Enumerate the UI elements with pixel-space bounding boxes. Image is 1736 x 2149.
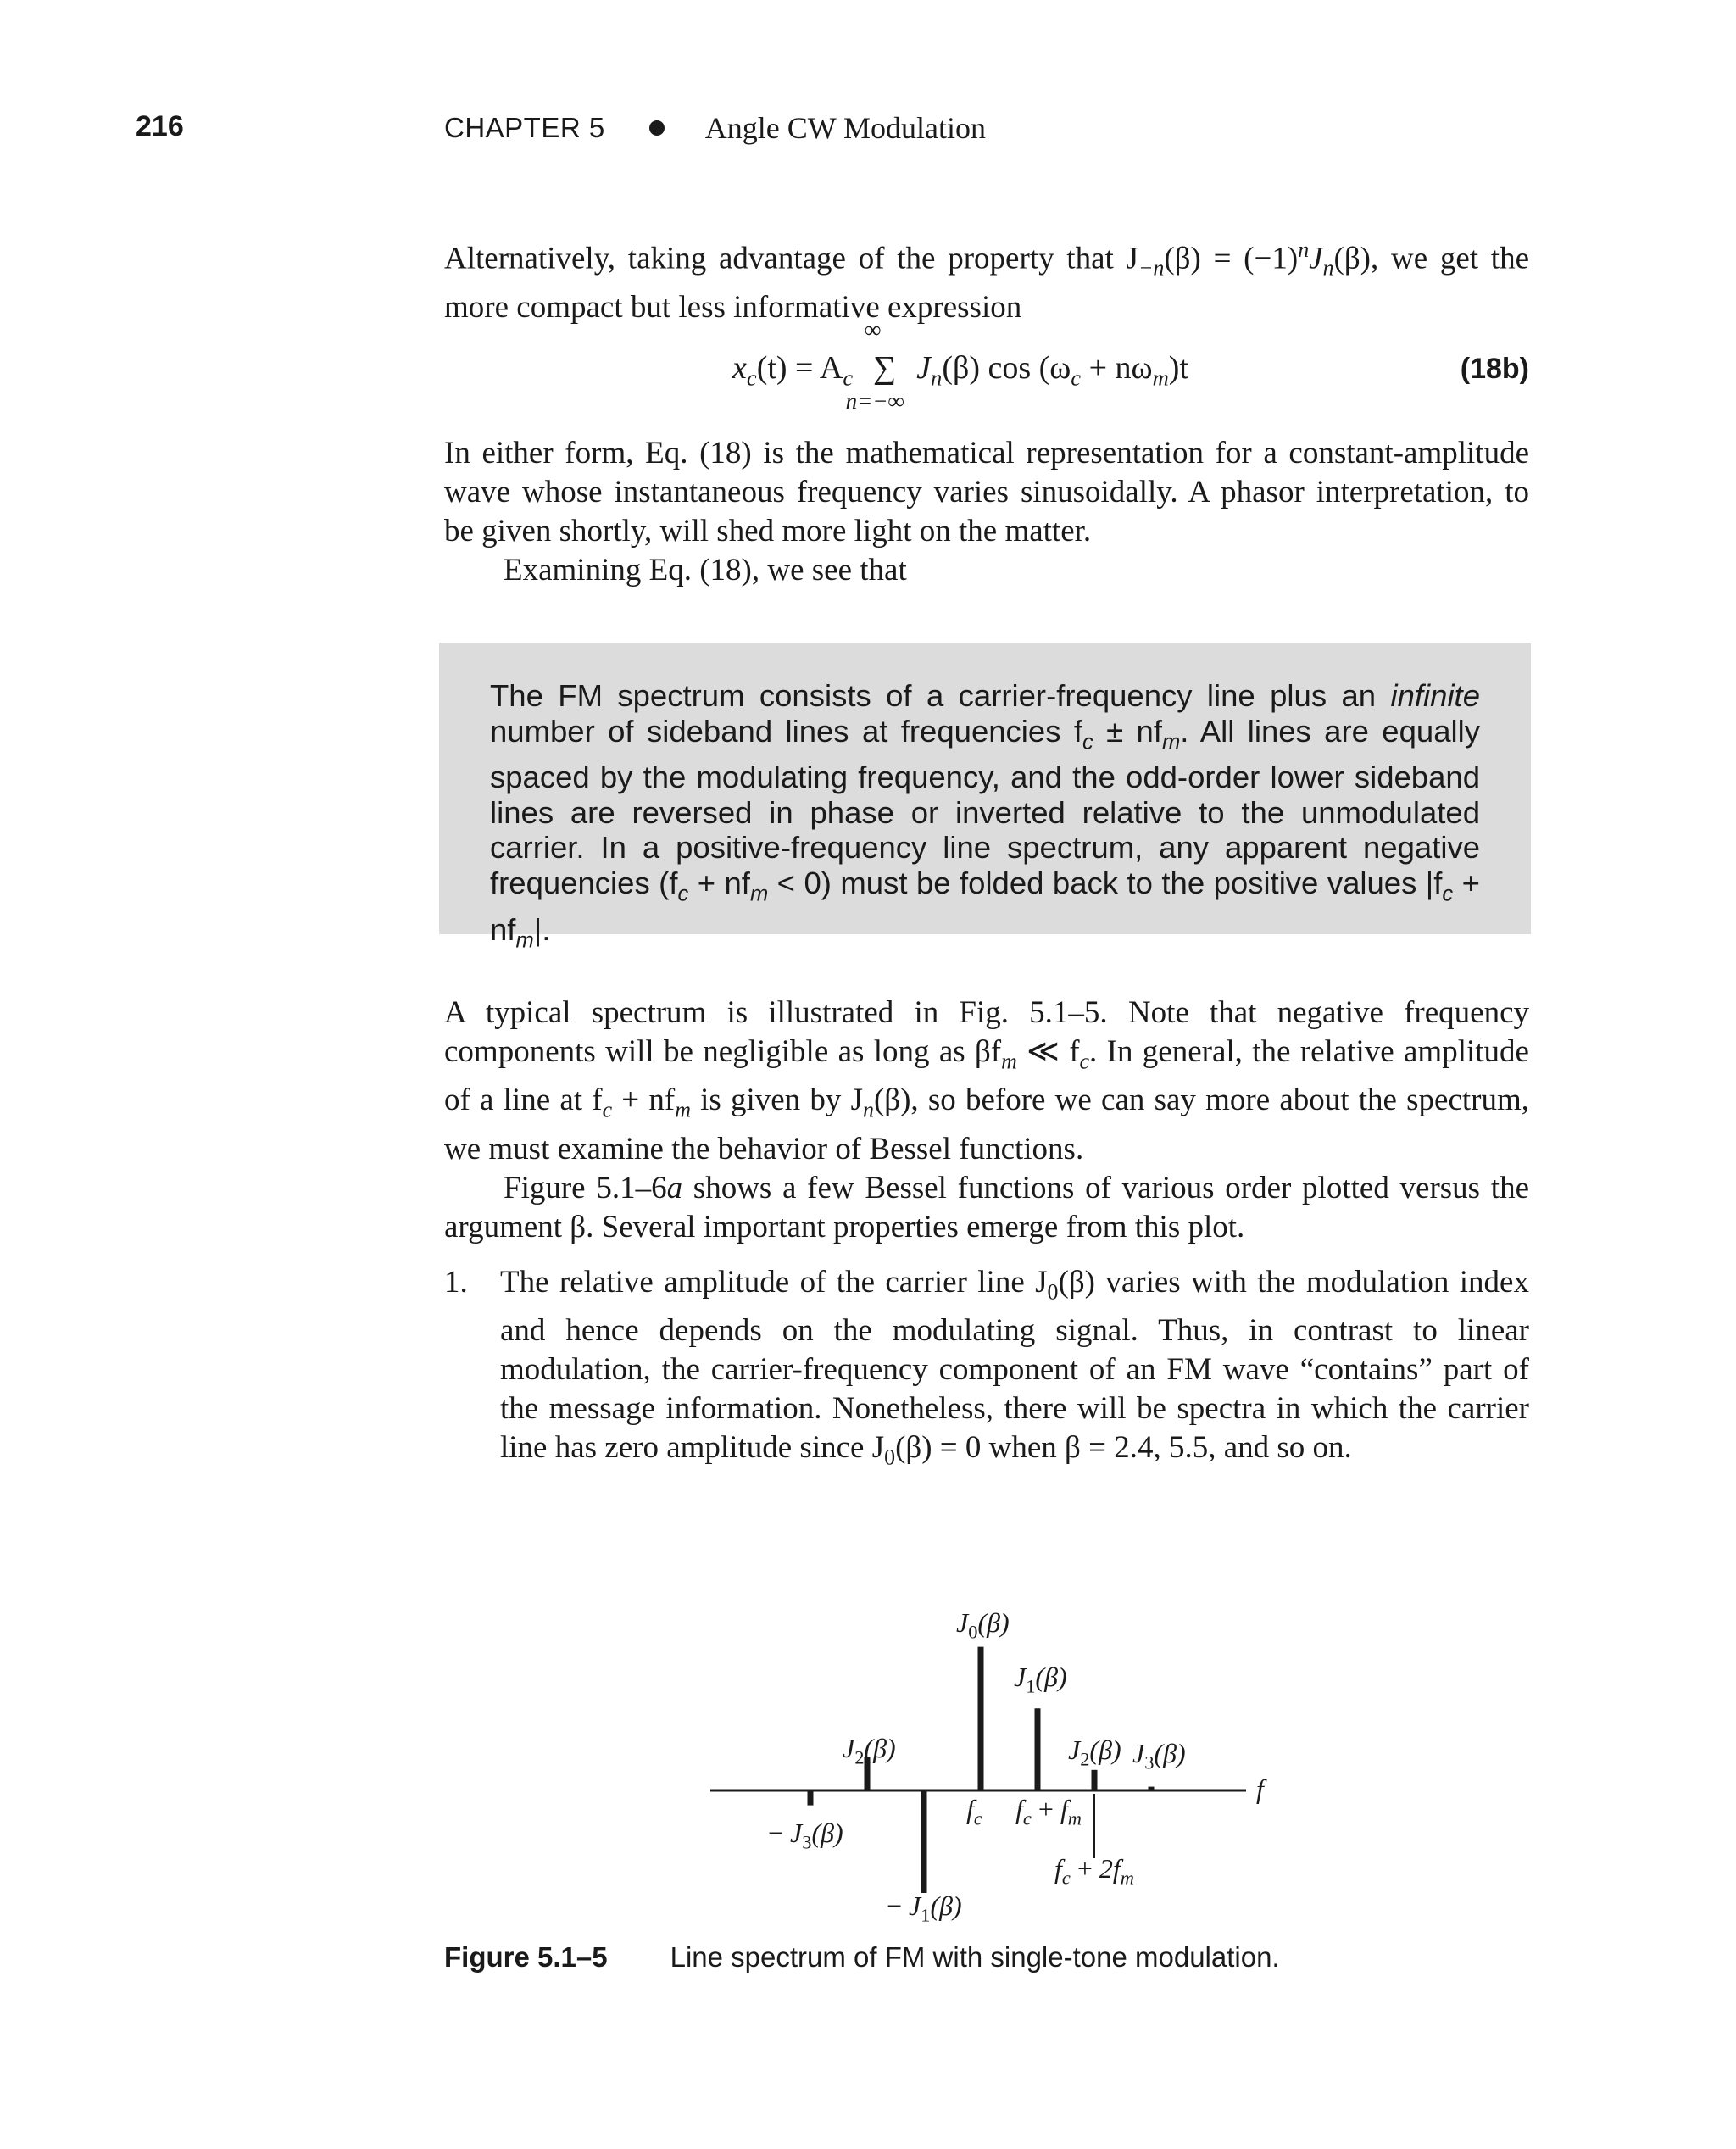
label-fc-fm: $f_c + f_m$ (1015, 1794, 1082, 1829)
axis-label-f: f (1256, 1773, 1264, 1804)
label-j3-upper: $J_3(\beta)$ (1132, 1738, 1186, 1773)
chapter-label: CHAPTER 5 (444, 112, 605, 143)
paragraph-figure-ref: Figure 5.1–6a shows a few Bessel functions of various order plotted versus the argument β. Several important properties emerge from this plot. (444, 1170, 1529, 1244)
equation-number: (18b) (1460, 353, 1529, 385)
list-item: 1. The relative amplitude of the carrier line $J_0(\beta)$ varies with the modulation index and hence depends on the modulating signal. Thus, in contrast to linear modulation, the carrier-frequency component of an FM wave “contains” part of the message information. Nonetheless, there will be spectra in which the carrier line has zero amplitude since $J_0(\beta) = 0$ when β = 2.4, 5.5, and so on. (444, 1265, 1529, 1470)
page-number: 216 (136, 110, 184, 142)
chapter-title: Angle CW Modulation (704, 111, 987, 145)
bullet-icon (649, 120, 665, 136)
callout-text: The FM spectrum consists of a carrier-frequency line plus an infinite number of sideband lines at frequencies $f_c \pm nf_m$. All lines are equally spaced by the modulating frequency, and the odd-order lower sideband lines are reversed in phase or inverted relative to the unmodulated carrier. In a positive-frequency line spectrum, any apparent negative frequencies $(f_c + nf_m < 0)$ must be folded back to the positive values $|f_c + nf_m|$. (490, 678, 1480, 952)
paragraph-either-form: In either form, Eq. (18) is the mathematical representation for a constant-amplitude wave whose instantaneous frequency varies sinusoidally. A phasor interpretation, to be given shortly, will shed more light on the matter. Examining Eq. (18), we see that (444, 434, 1529, 590)
label-fc: $f_c$ (966, 1794, 982, 1829)
caption-text: Line spectrum of FM with single-tone modulation. (670, 1941, 1280, 1973)
label-neg-j1: − $J_1(\beta)$ (887, 1890, 962, 1926)
paragraph-examining: Examining Eq. (18), we see that (504, 553, 907, 587)
label-j0: $J_0(\beta)$ (956, 1607, 1010, 1643)
label-j2-upper: $J_2(\beta)$ (1068, 1734, 1121, 1770)
figure-caption (444, 1941, 1280, 1974)
paragraph-typical-spectrum: A typical spectrum is illustrated in Fig. 5.1–5. Note that negative frequency components will be negligible as long as $\beta f_m$ ≪ $f_c$. In general, the relative amplitude of a line at $f_c + nf_m$ is given by $J_n(\beta)$, so before we can say more about the spectrum, we must examine the behavior of Bessel functions. Figure 5.1–6a shows a few Bessel functions of various order plotted versus the argument β. Several important properties emerge from this plot. (444, 994, 1529, 1247)
paragraph-property: Alternatively, taking advantage of the property that $J_{-n}(\beta) = (-1)^nJ_n(\beta)$, we get the more compact but less informative expression (444, 237, 1530, 325)
caption-number: Figure 5.1–5 (444, 1941, 608, 1973)
label-j2-lower: $J_2(\beta)$ (843, 1733, 896, 1768)
label-j1-upper: $J_1(\beta)$ (1014, 1662, 1067, 1697)
summation-sign: ∞ ∑ n=−∞ (845, 317, 904, 414)
list-marker: 1. (444, 1265, 468, 1300)
running-head (444, 110, 986, 146)
label-neg-j3: − $J_3(\beta)$ (768, 1818, 843, 1853)
equation-18b: $x_c(t) = A_c$ ∞ ∑ n=−∞ $J_n(\beta)$ $\cos (\omega_c + n\omega_m)t$ (18b) (732, 317, 1529, 414)
callout-box (439, 643, 1531, 952)
label-fc-2fm: $f_c + 2f_m$ (1054, 1853, 1134, 1889)
